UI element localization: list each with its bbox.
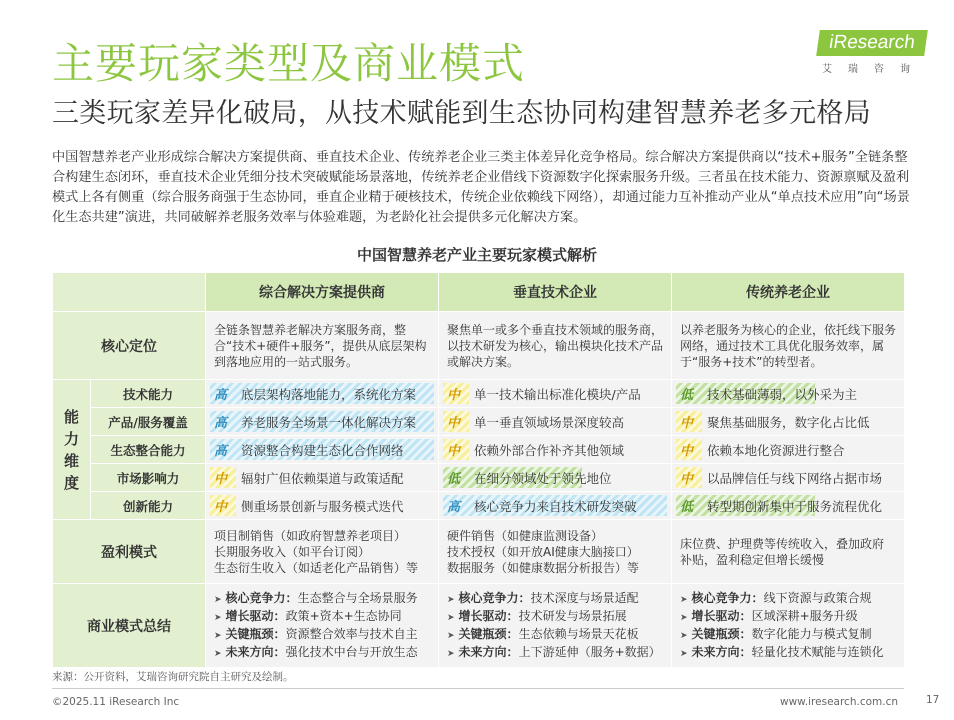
- level-tag: 中: [214, 500, 228, 515]
- summary-key: 关键瓶颈：: [225, 626, 286, 641]
- dimension-row: [53, 492, 905, 520]
- table-title: 中国智慧养老产业主要玩家模式解析: [356, 246, 597, 264]
- summary-value: 技术研发与场景拓展: [518, 608, 627, 623]
- dimension-cell: [439, 436, 672, 464]
- profit-item: 项目制销售（如政府智慧养老项目）: [214, 528, 407, 543]
- profit-item: 补贴，盈利稳定但增长缓慢: [680, 552, 825, 567]
- core-cell: 全链条智慧养老解决方案服务商，整合“技术+硬件+服务”，提供从底层架构到落地应用的一站式服务。: [206, 312, 439, 380]
- summary-value: 技术深度与场景适配: [530, 590, 639, 605]
- level-tag: 高: [447, 500, 461, 515]
- page-number: 17: [926, 694, 940, 706]
- summary-value: 资源整合效率与技术自主: [285, 626, 418, 641]
- level-tag: 低: [447, 472, 461, 487]
- summary-key: 未来方向：: [691, 644, 752, 659]
- website-url: www.iresearch.com.cn: [780, 696, 899, 708]
- dimension-cell: [206, 380, 439, 408]
- level-tag: 中: [447, 444, 461, 459]
- dimension-cell: [439, 408, 672, 436]
- intro-paragraph: 中国智慧养老产业形成综合解决方案提供商、垂直技术企业、传统养老企业三类主体差异化竞争格局。综合解决方案提供商以“技术+服务”全链条整合构建生态闭环，垂直技术企业凭细分技术突破赋能场景落地，传统养老企业借线下资源数字化探索服务升级。三者虽在技术能力、资源禀赋及盈利模式上各有侧重（综合服务商强于生态协同，垂直企业精于硬核技术，传统企业依赖线下网络），却通过能力互补推动产业从“单点技术应用”向“场景化生态共建”演进，共同破解养老服务效率与体验难题，为老龄化社会提供多元化解决方案。: [52, 150, 910, 225]
- core-label: 核心定位: [53, 312, 206, 380]
- summary-value: 强化技术中台与开放生态: [285, 644, 418, 659]
- dimension-cell: [439, 464, 672, 492]
- dimension-text: 核心竞争力来自技术研发突破: [474, 498, 637, 514]
- summary-row: [53, 584, 905, 668]
- dimension-name: 产品/服务覆盖: [91, 408, 206, 436]
- arrow-bullet-icon: ➤: [214, 648, 222, 659]
- dimension-label-char: 度: [63, 473, 79, 492]
- arrow-bullet-icon: ➤: [447, 594, 455, 605]
- summary-key: 增长驱动：: [691, 608, 752, 623]
- summary-value: 区域深耕+服务升级: [751, 608, 858, 623]
- header-row: [53, 273, 905, 312]
- level-tag: 高: [214, 444, 228, 459]
- dimension-name: 生态整合能力: [91, 436, 206, 464]
- level-tag: 中: [214, 472, 228, 487]
- summary-cell: [672, 584, 905, 668]
- profit-item: 硬件销售（如健康监测设备）: [447, 528, 604, 543]
- column-header: 传统养老企业: [672, 273, 905, 312]
- summary-value: 数字化能力与模式复制: [751, 626, 872, 641]
- dimension-text: 以品牌信任与线下网络占据市场: [707, 470, 883, 486]
- footer-divider: [52, 688, 904, 689]
- arrow-bullet-icon: ➤: [680, 612, 688, 623]
- arrow-bullet-icon: ➤: [447, 630, 455, 641]
- dimension-row: [53, 380, 905, 408]
- dimension-cell: [206, 492, 439, 520]
- arrow-bullet-icon: ➤: [680, 630, 688, 641]
- level-tag: 低: [680, 500, 694, 515]
- dimension-label-char: 维: [63, 451, 79, 470]
- player-model-table: [52, 272, 905, 668]
- dimension-cell: [206, 436, 439, 464]
- profit-item: 床位费、护理费等传统收入，叠加政府: [680, 536, 885, 551]
- source-note: 来源：公开资料，艾瑞咨询研究院自主研究及绘制。: [52, 671, 294, 683]
- dimension-name: 市场影响力: [91, 464, 206, 492]
- page-title: 主要玩家类型及商业模式: [52, 39, 526, 88]
- dimension-row: [53, 408, 905, 436]
- dimension-text: 技术基础薄弱，以外采为主: [707, 386, 858, 402]
- summary-value: 上下游延伸（服务+数据）: [518, 644, 661, 659]
- summary-key: 增长驱动：: [458, 608, 519, 623]
- dimension-cell: [672, 492, 905, 520]
- summary-key: 核心竞争力：: [225, 590, 298, 605]
- profit-cell: [672, 520, 905, 584]
- summary-label: 商业模式总结: [53, 584, 206, 668]
- iresearch-logo: [818, 30, 928, 78]
- dimension-cell: [672, 464, 905, 492]
- level-tag: 中: [447, 416, 461, 431]
- summary-key: 核心竞争力：: [691, 590, 764, 605]
- summary-value: 生态依赖与场景天花板: [518, 626, 639, 641]
- dimension-cell: [439, 380, 672, 408]
- dimension-label-char: 能: [63, 407, 79, 426]
- core-row: [53, 312, 905, 380]
- dimension-text: 养老服务全场景一体化解决方案: [241, 414, 417, 430]
- dimension-label-text: [53, 406, 90, 494]
- dimension-label: [53, 380, 91, 520]
- profit-cell: [439, 520, 672, 584]
- level-tag: 中: [680, 444, 694, 459]
- header-corner: [53, 273, 206, 312]
- page-subtitle: 三类玩家差异化破局，从技术赋能到生态协同构建智慧养老多元格局: [52, 98, 871, 129]
- dimension-text: 在细分领域处于领先地位: [474, 470, 612, 486]
- logo-brand: iResearch: [816, 30, 928, 56]
- dimension-text: 辐射广但依赖渠道与政策适配: [241, 470, 404, 486]
- dimension-row: [53, 464, 905, 492]
- profit-row: [53, 520, 905, 584]
- dimension-cell: [672, 436, 905, 464]
- summary-value: 轻量化技术赋能与连锁化: [751, 644, 884, 659]
- dimension-text: 资源整合构建生态化合作网络: [241, 442, 404, 458]
- dimension-text: 转型期创新集中于服务流程优化: [707, 498, 883, 514]
- level-tag: 高: [214, 416, 228, 431]
- summary-value: 政策+资本+生态协同: [285, 608, 402, 623]
- summary-value: 生态整合与全场景服务: [297, 590, 418, 605]
- dimension-text: 底层架构落地能力，系统化方案: [241, 386, 417, 402]
- dimension-text: 单一技术输出标准化模块/产品: [474, 386, 641, 402]
- summary-key: 关键瓶颈：: [691, 626, 752, 641]
- copyright: ©2025.11 iResearch Inc: [52, 696, 180, 708]
- level-tag: 高: [214, 388, 228, 403]
- summary-key: 未来方向：: [458, 644, 519, 659]
- profit-item: 数据服务（如健康数据分析报告）等: [447, 560, 640, 575]
- dimension-text: 单一垂直领域场景深度较高: [474, 414, 625, 430]
- summary-cell: [439, 584, 672, 668]
- core-cell: 以养老服务为核心的企业，依托线下服务网络，通过技术工具优化服务效率，属于“服务+技术”的转型者。: [672, 312, 905, 380]
- arrow-bullet-icon: ➤: [214, 630, 222, 641]
- dimension-name: 创新能力: [91, 492, 206, 520]
- dimension-cell: [439, 492, 672, 520]
- summary-key: 关键瓶颈：: [458, 626, 519, 641]
- profit-item: 长期服务收入（如平台订阅）: [214, 544, 371, 559]
- level-tag: 中: [447, 388, 461, 403]
- profit-item: 生态衍生收入（如适老化产品销售）等: [214, 560, 419, 575]
- dimension-cell: [672, 380, 905, 408]
- arrow-bullet-icon: ➤: [680, 648, 688, 659]
- profit-cell: [206, 520, 439, 584]
- arrow-bullet-icon: ➤: [214, 612, 222, 623]
- column-header: 垂直技术企业: [439, 273, 672, 312]
- profit-item: 技术授权（如开放AI健康大脑接口）: [447, 544, 639, 559]
- summary-cell: [206, 584, 439, 668]
- core-cell: 聚焦单一或多个垂直技术领域的服务商，以技术研发为核心，输出模块化技术产品或解决方案。: [439, 312, 672, 380]
- level-tag: 中: [680, 416, 694, 431]
- logo-sub: 艾瑞咨询: [822, 64, 926, 75]
- column-header: 综合解决方案提供商: [206, 273, 439, 312]
- dimension-name: 技术能力: [91, 380, 206, 408]
- dimension-cell: [672, 408, 905, 436]
- profit-label: 盈利模式: [53, 520, 206, 584]
- dimension-cell: [206, 464, 439, 492]
- dimension-text: 依赖本地化资源进行整合: [707, 442, 845, 458]
- level-tag: 低: [680, 388, 694, 403]
- arrow-bullet-icon: ➤: [680, 594, 688, 605]
- dimension-text: 依赖外部合作补齐其他领域: [474, 442, 625, 458]
- summary-key: 未来方向：: [225, 644, 286, 659]
- level-tag: 中: [680, 472, 694, 487]
- summary-key: 增长驱动：: [225, 608, 286, 623]
- dimension-text: 聚焦基础服务，数字化占比低: [707, 414, 870, 430]
- dimension-text: 侧重场景创新与服务模式迭代: [241, 498, 404, 514]
- dimension-row: [53, 436, 905, 464]
- arrow-bullet-icon: ➤: [447, 612, 455, 623]
- summary-value: 线下资源与政策合规: [763, 590, 872, 605]
- dimension-label-char: 力: [63, 429, 79, 448]
- summary-key: 核心竞争力：: [458, 590, 531, 605]
- arrow-bullet-icon: ➤: [214, 594, 222, 605]
- dimension-cell: [206, 408, 439, 436]
- arrow-bullet-icon: ➤: [447, 648, 455, 659]
